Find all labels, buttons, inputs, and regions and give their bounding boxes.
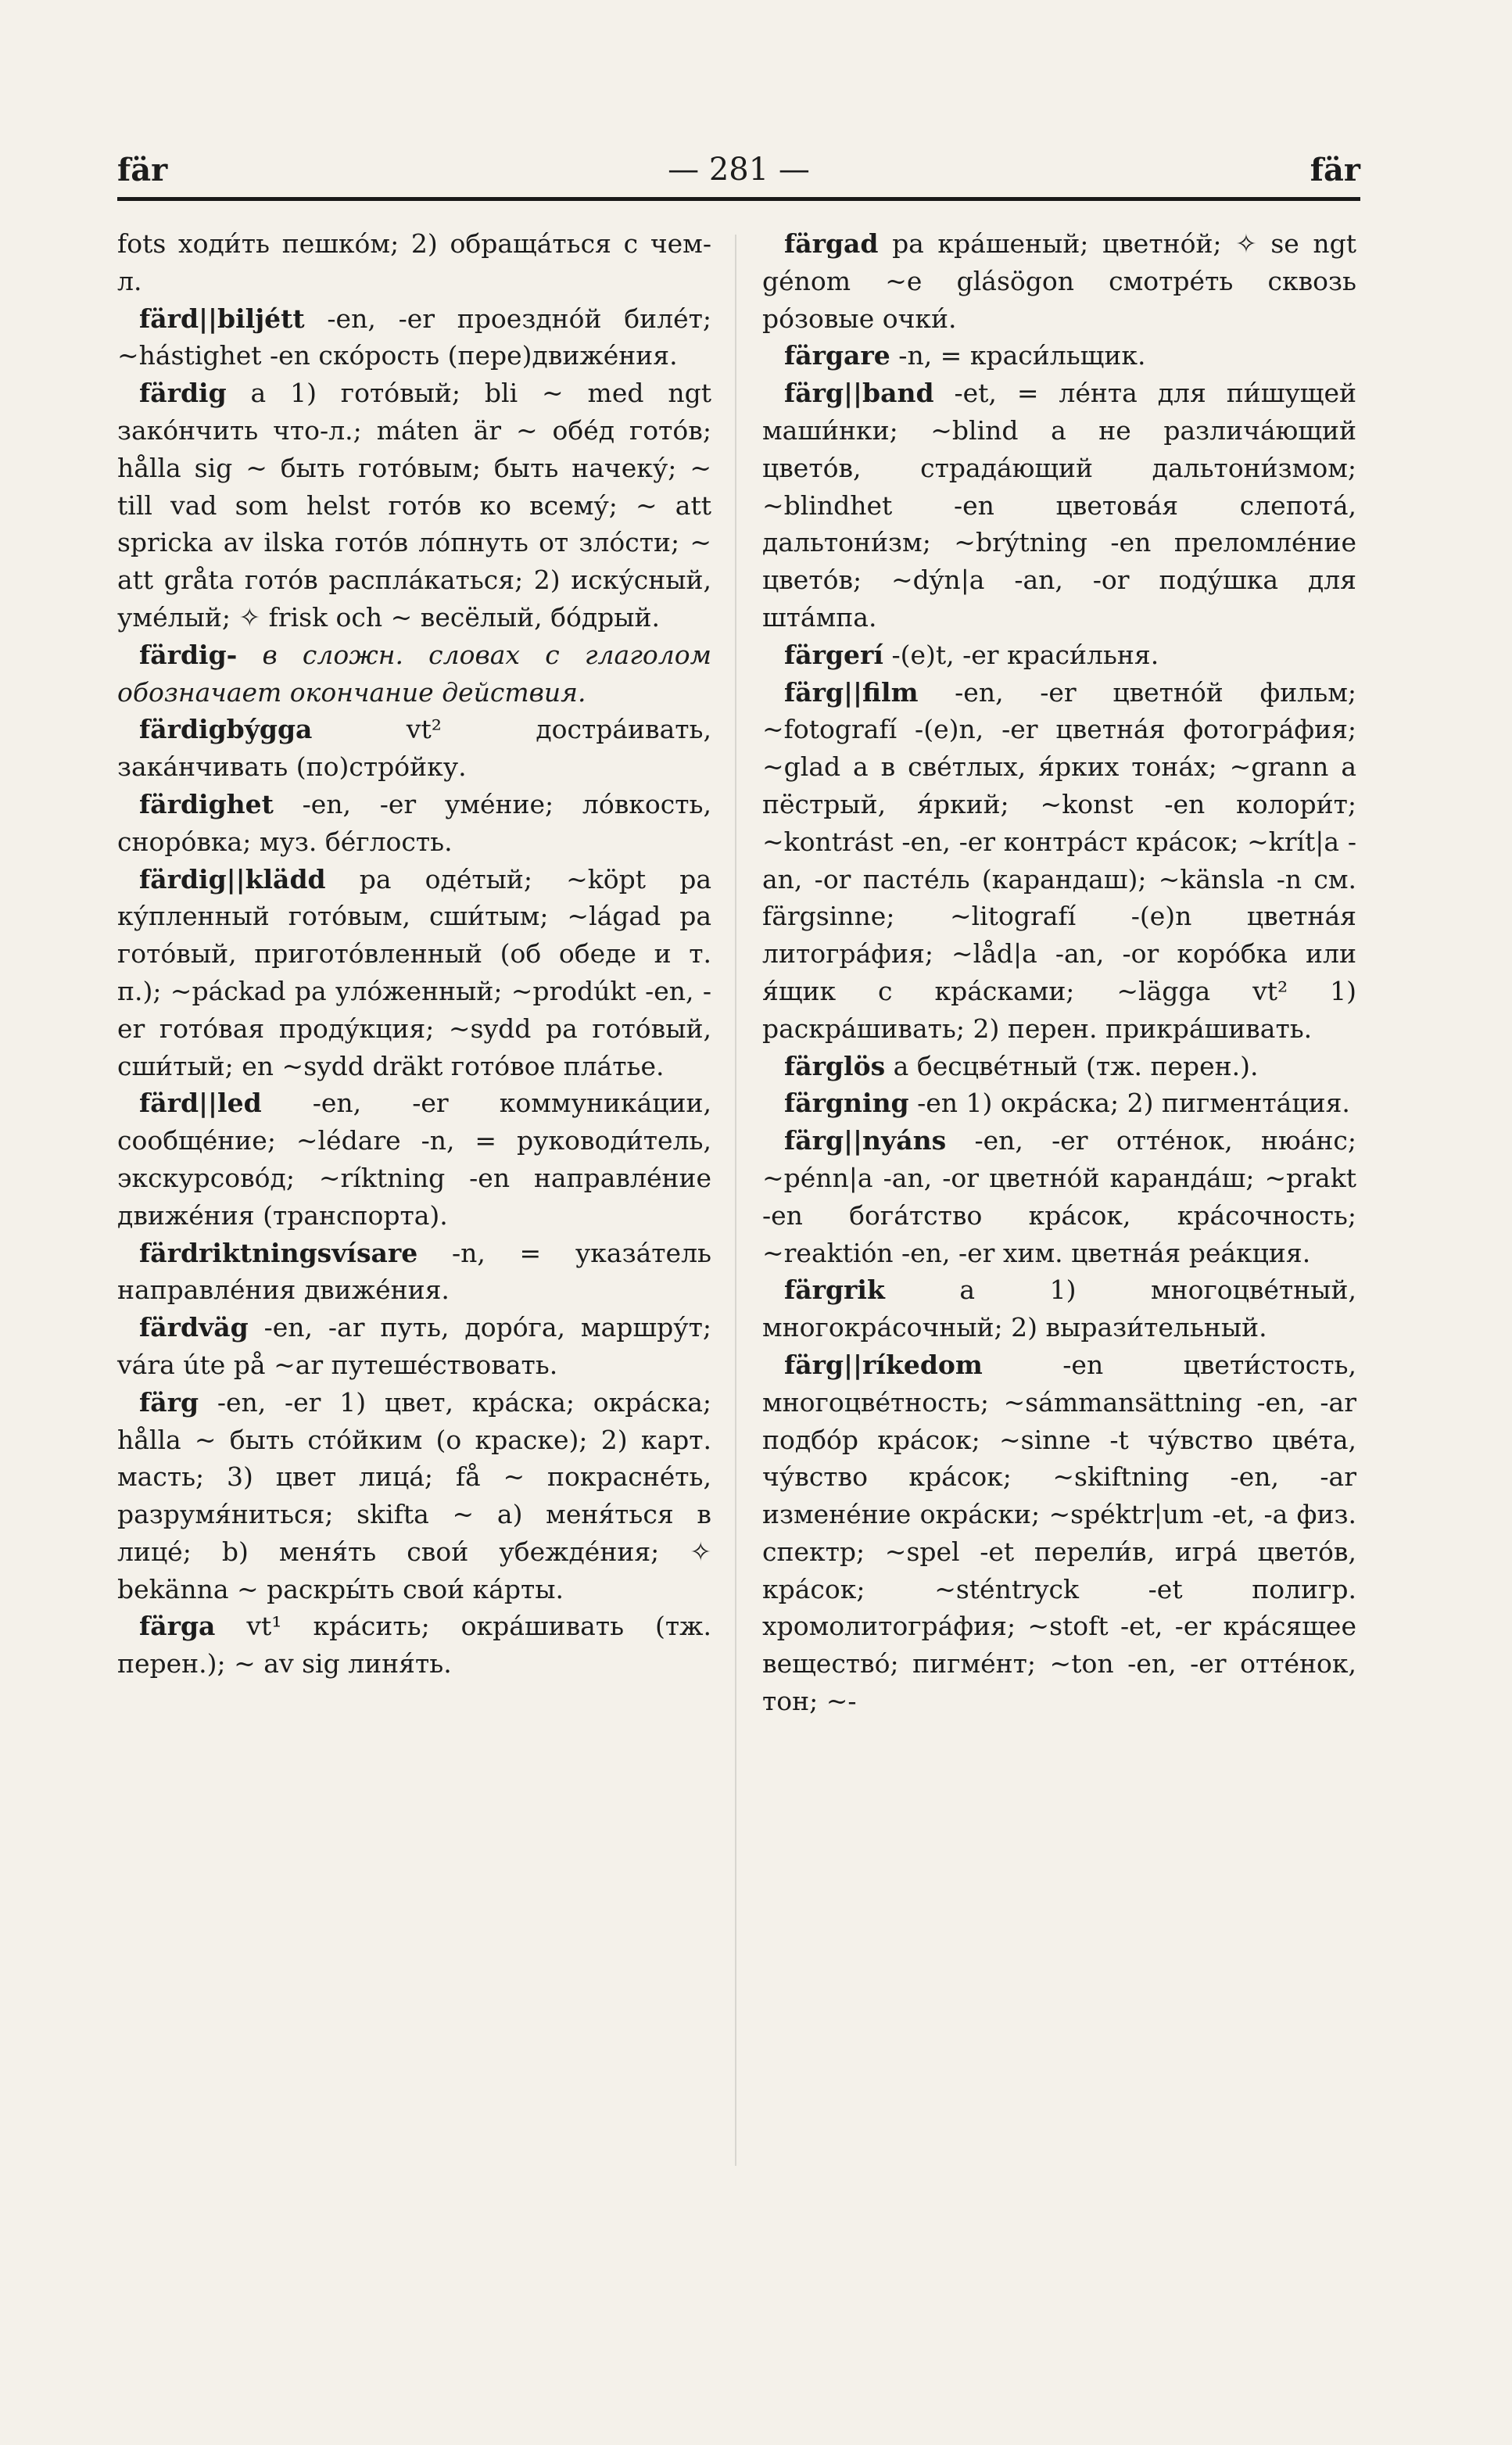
dictionary-entry [117, 1608, 711, 1683]
page-number: — 281 — [668, 152, 810, 188]
entry-text: -n, = указа́тель направле́ния движе́ния. [117, 1237, 711, 1306]
dictionary-entry [117, 300, 711, 375]
headword: färgad [784, 228, 879, 259]
dictionary-entry [117, 861, 711, 1085]
entry-text: vt¹ кра́сить; окра́шивать (тж. перен.); ~ av sig линя́ть. [117, 1611, 711, 1680]
headword: färg||film [784, 676, 919, 708]
entry-text: -en, -er коммуника́ции, сообще́ние; ~lédare -n, = руководи́тель, экскурсово́д; ~ríktning -en направле́ние движе́ния (транспорта). [117, 1088, 711, 1231]
entry-text: -en 1) окра́ска; 2) пигмента́ция. [908, 1088, 1350, 1119]
headword: färgare [784, 340, 890, 371]
entry-text: -en, -ar путь, доро́га, маршру́т; vára úte på ~ar путеше́ствовать. [117, 1312, 711, 1380]
dictionary-entry [762, 375, 1356, 636]
headword: färdigbýgga [139, 714, 313, 745]
dictionary-entry [762, 1048, 1356, 1085]
headword: färd||biljétt [139, 303, 305, 334]
entry-text: a 1) гото́вый; bli ~ med ngt зако́нчить что-л.; máten är ~ обе́д гото́в; hålla sig ~ быть гото́вым; быть начеку́; ~ till vad som helst гото́в ко всему́; ~ att spricka av ilska гото́в ло́пнуть от зло́сти; ~ att gråta гото́в распла́каться; 2) иску́сный, уме́лый; ✧ frisk och ~ весёлый, бо́дрый. [117, 378, 711, 633]
entry-text: -en, -er отте́нок, нюа́нс; ~pénn|a -an, -or цветно́й каранда́ш; ~prakt -en бога́тство кра́сок, кра́сочность; ~reaktión -en, -er хим. цветна́я реа́кция. [762, 1125, 1356, 1268]
entry-text: pa оде́тый; ~köpt pa ку́пленный гото́вым, сши́тым; ~lágad pa гото́вый, пригото́вленный (об обеде и т. п.); ~páckad pa уло́женный; ~prodúkt -en, -er гото́вая проду́кция; ~sydd pa гото́вый, сши́тый; en ~sydd dräkt гото́вое пла́тье. [117, 863, 711, 1081]
dictionary-entry [762, 1122, 1356, 1271]
entry-text: -en, -er 1) цвет, кра́ска; окра́ска; hålla ~ быть сто́йким (о краске); 2) карт. масть; 3) цвет лица́; få ~ покрасне́ть, разрумя́ниться; skifta ~ a) меня́ться в лице́; b) меня́ть свои́ убежде́ния; ✧ bekänna ~ раскры́ть свои́ ка́рты. [117, 1386, 711, 1604]
dictionary-entry [117, 375, 711, 636]
headword: färdriktningsvísare [139, 1237, 418, 1268]
entry-text: a бесцве́тный (тж. перен.). [885, 1050, 1259, 1081]
headword: färg||ríkedom [784, 1349, 983, 1380]
dictionary-entry [117, 786, 711, 861]
dictionary-entry [762, 674, 1356, 1048]
left-guide-word: fär [117, 152, 168, 188]
dictionary-entry [117, 1309, 711, 1384]
dictionary-entry [117, 225, 711, 300]
dictionary-entry [117, 1384, 711, 1608]
entry-text: -en цвети́стость, многоцве́тность; ~sámmansättning -en, -ar подбо́р кра́сок; ~sinne -t чу́вство цве́та, чу́вство кра́сок; ~skiftning -en, -ar измене́ние окра́ски; ~spéktr|um -et, -a физ. спектр; ~spel -et перели́в, игра́ цвето́в, кра́сок; ~sténtryck -et полигр. хромолитогра́фия; ~stoft -et, -er кра́сящее вещество́; пигме́нт; ~ton -en, -er отте́нок, тон; ~- [762, 1349, 1356, 1717]
headword: färglös [784, 1050, 886, 1081]
entry-text: pa кра́шеный; цветно́й; ✧ se ngt génom ~e glásögon смотре́ть сквозь ро́зовые очки́. [762, 228, 1356, 334]
headword: färdväg [139, 1312, 249, 1343]
headword: färdig [139, 378, 227, 409]
headword: färgrik [784, 1274, 885, 1306]
page-header [117, 147, 1360, 194]
dictionary-entry [117, 1084, 711, 1234]
dictionary-entry [762, 1084, 1356, 1122]
headword: färdig- [139, 639, 238, 670]
entry-text: -en, -er цветно́й фильм; ~fotografí -(e)n, -er цветна́я фотогра́фия; ~glad a в све́тлых, я́рких тона́х; ~grann a пёстрый, я́ркий; ~konst -en колори́т; ~kontrást -en, -er контра́ст кра́сок; ~krít|a -an, -or пасте́ль (карандаш); ~känsla -n см. färgsinne; ~litografí -(e)n цветна́я литогра́фия; ~låd|a -an, -or коро́бка или я́щик с кра́сками; ~lägga vt² 1) раскра́шивать; 2) перен. прикра́шивать. [762, 676, 1356, 1044]
headword: färga [139, 1611, 216, 1642]
entry-text: -n, = краси́льщик. [890, 340, 1146, 371]
headword: färdighet [139, 788, 274, 819]
entry-text: vt² достра́ивать, зака́нчивать (по)стро́йку. [117, 714, 711, 783]
entry-text: -et, = ле́нта для пи́шущей маши́нки; ~blind a не различа́ющий цвето́в, страда́ющий дальтони́змом; ~blindhet -en цветова́я слепота́, дальтони́зм; ~brýtning -en преломле́ние цвето́в; ~dýn|a -an, -or поду́шка для шта́мпа. [762, 378, 1356, 633]
entry-text: -en, -er проездно́й биле́т; ~hástighet -en ско́рость (пере)движе́ния. [117, 303, 711, 371]
left-column [117, 225, 711, 1683]
entry-text: -(e)t, -er краси́льня. [883, 639, 1159, 670]
right-column [762, 225, 1356, 1720]
dictionary-entry [117, 636, 711, 712]
dictionary-entry [762, 1346, 1356, 1720]
header-rule [117, 197, 1360, 201]
headword: färdig||klädd [139, 863, 326, 894]
headword: färg||nyáns [784, 1125, 947, 1156]
right-guide-word: fär [1310, 152, 1360, 188]
headword: färgerí [784, 639, 883, 670]
headword: färg||band [784, 378, 934, 409]
headword: färgning [784, 1088, 909, 1119]
dictionary-entry [762, 1271, 1356, 1346]
dictionary-entry [762, 225, 1356, 337]
entry-text: a 1) многоцве́тный, многокра́сочный; 2) вырази́тельный. [762, 1274, 1356, 1343]
entry-text: -en, -er уме́ние; ло́вкость, сноро́вка; муз. бе́глость. [117, 788, 711, 857]
column-divider [735, 235, 736, 2166]
entry-text: fots ходи́ть пешко́м; 2) обраща́ться с чем-л. [117, 228, 711, 296]
headword: färg [139, 1386, 199, 1418]
dictionary-entry [117, 1235, 711, 1310]
entry-text: в сложн. словах с глаголом обозначает окончание действия. [117, 639, 711, 708]
dictionary-entry [762, 337, 1356, 375]
dictionary-entry [762, 636, 1356, 674]
dictionary-entry [117, 711, 711, 786]
headword: färd||led [139, 1088, 262, 1119]
